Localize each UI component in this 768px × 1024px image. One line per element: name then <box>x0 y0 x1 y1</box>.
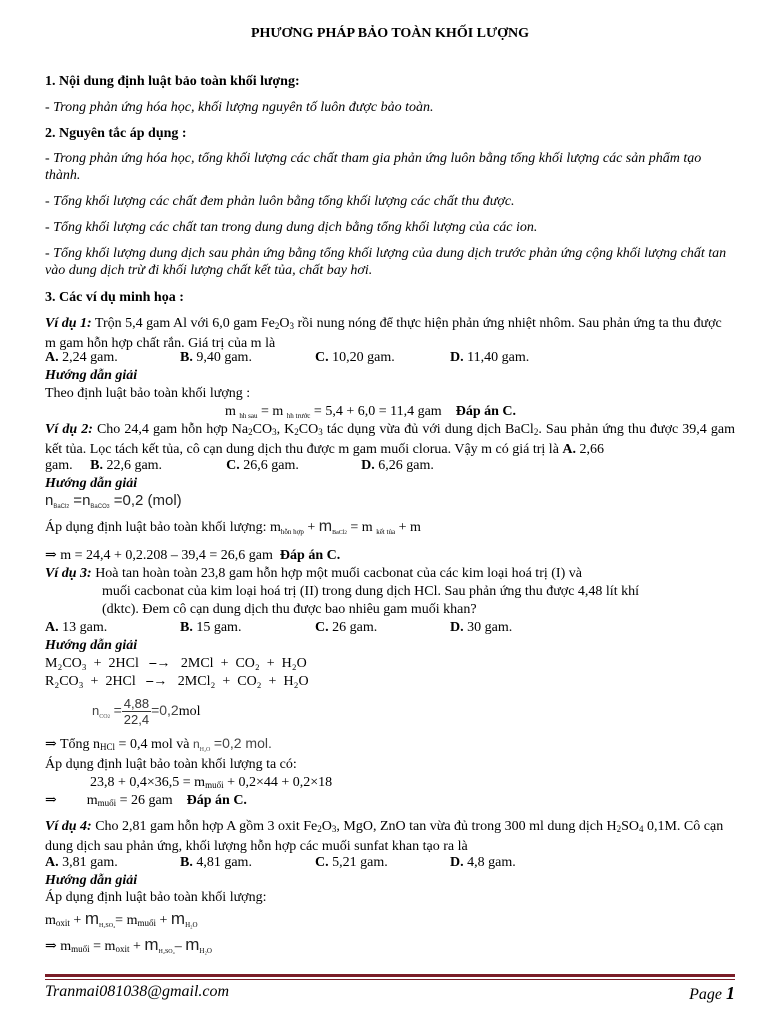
example-3-reaction-2: R₂CO₃ + 2HCl ⎯→ 2MCl₂ + CO₂ + H₂O <box>45 674 309 689</box>
option-b: B. 15 gam. <box>180 620 242 635</box>
example-3-equation: $23,8 + 0,4\times 36,5 = m_{muối} + 0,2\times 44 + 0,2\times 18$ <box>90 775 333 790</box>
footer-page-number: Page 1 <box>689 983 735 1003</box>
example-4-equation-1: $m_{oxit} + m_{H_2SO_4}= m_{muối} + m_{H_2O}$ <box>45 909 198 929</box>
example-2-answer: Đáp án C. <box>279 548 341 563</box>
section-2-bullet-4: - Tổng khối lượng dung dịch sau phản ứng bằng tổng khối lượng của dung dịch trước phản ứng cộng khối lượng chất tan vào dung dịch trừ đi khối lượng chất kết tủa, chất bay hơi. <box>45 246 727 278</box>
section-2-bullet-2: - Tổng khối lượng các chất đem phản luôn bằng tổng khối lượng các chất thu được. <box>45 194 515 209</box>
section-2-heading: 2. Nguyên tắc áp dụng : <box>45 126 187 141</box>
example-3-reaction-1: M₂CO₃ + 2HCl ⎯→ 2MCl + CO₂ + H₂O <box>45 656 307 671</box>
example-2-guide-heading: Hướng dẫn giải <box>45 476 138 491</box>
option-c: C. 5,21 gam. <box>315 855 388 870</box>
example-3-label: Ví dụ 3: <box>45 566 92 581</box>
option-b: B. 9,40 gam. <box>180 350 252 365</box>
example-2-mole-equation: $n_{BaCl2} =n_{BaCO3} =0,2$ (mol) <box>45 492 182 510</box>
section-3-heading: 3. Các ví dụ minh họa : <box>45 290 184 305</box>
example-3-question: Ví dụ 3: Hoà tan hoàn toàn 23,8 gam hỗn hợp một muối cacbonat của các kim loại hoá trị (I) và <box>45 566 582 581</box>
option-d: D. 4,8 gam. <box>450 855 516 870</box>
option-a: A. 13 gam. <box>45 620 108 635</box>
example-3-question-line-2: muối cacbonat của kim loại hoá trị (II) trong dung dịch HCl. Sau phản ứng thu được 4,48 lít khí <box>102 584 639 599</box>
example-3-mole-fraction: $n_{CO2}$ = $\frac{4,88}{22,4}$ =0,2mol <box>92 696 201 728</box>
example-2-label: Ví dụ 2: <box>45 422 93 437</box>
example-2-question: Ví dụ 2: Cho 24,4 gam hỗn hợp $Na_2CO_3$, $K_2CO_3$ tác dụng vừa đủ với dung dịch BaCl$_2$. Sau phản ứng thu được 39,4 gam kết tủa. Lọc tách kết tủa, cô cạn dung dịch thu được m gam muối clorua. Vậy m có giá trị là A. 2,66 <box>45 422 736 457</box>
example-1-equation: m $_{hh sau}$ = m $_{hh trước}$ = 5,4 + 6,0 = 11,4 gam Đáp án C. <box>225 404 516 420</box>
example-4-equation-2: ⇒ $m_{muối} = m_{oxit} + m_{H_2SO_4}-$ $m_{H_2O}$ <box>45 935 212 955</box>
page-title: PHƯƠNG PHÁP BẢO TOÀN KHỐI LƯỢNG <box>250 26 530 41</box>
example-3-question-line-3: (dktc). Đem cô cạn dung dịch thu được bao nhiêu gam muối khan? <box>102 602 477 617</box>
option-a: A. 3,81 gam. <box>45 855 118 870</box>
example-1-guide-text: Theo định luật bảo toàn khối lượng : <box>45 386 251 401</box>
example-4-options <box>45 854 735 871</box>
example-1-options <box>45 349 735 366</box>
footer-divider-thin <box>45 979 735 980</box>
option-b: B. 4,81 gam. <box>180 855 252 870</box>
section-2-bullet-1: - Trong phản ứng hóa học, tổng khối lượng các chất tham gia phản ứng luôn bằng tổng khối lượng các sản phẩm tạo thành. <box>45 151 702 183</box>
example-2-conservation: Áp dụng định luật bảo toàn khối lượng: $m_{hỗn hợp} + m_{BaCl2} = m$ $_{kết tủa}$ + m <box>45 518 421 536</box>
option-c: C. 26 gam. <box>315 620 378 635</box>
footer-email: Tranmai081038@gmail.com <box>45 983 230 1000</box>
example-1-label: Ví dụ 1: <box>45 316 92 331</box>
option-d: D. 11,40 gam. <box>450 350 530 365</box>
example-1-guide-heading: Hướng dẫn giải <box>45 368 138 383</box>
example-4-question: Ví dụ 4: Cho 2,81 gam hỗn hợp A gồm 3 oxit $Fe_2O_3$, MgO, ZnO tan vừa đủ trong 300 ml dung dịch $H_2SO_4$ 0,1M. Cô cạn dung dịch sau phản ứng, khối lượng hỗn hợp các muối sunfat khan tạo ra là <box>45 819 724 854</box>
example-2-result: ⇒ m = 24,4 + 0,2.208 – 39,4 = 26,6 gam Đáp án C. <box>45 548 341 563</box>
example-3-answer: Đáp án C. <box>186 793 247 808</box>
example-1-answer: Đáp án C. <box>455 404 516 419</box>
section-1-heading: 1. Nội dung định luật bảo toàn khối lượng: <box>45 74 300 89</box>
example-3-result: ⇒ $m_{muối} = 26$ gam Đáp án C. <box>45 793 247 808</box>
example-4-conservation: Áp dụng định luật bảo toàn khối lượng: <box>45 890 267 905</box>
example-1-question: Ví dụ 1: Trộn 5,4 gam Al với 6,0 gam $Fe_2O_3$ rồi nung nóng để thực hiện phản ứng nhiệt nhôm. Sau phản ứng ta thu được m gam hỗn hợp chất rắn. Giá trị của m là <box>45 316 722 351</box>
example-4-label: Ví dụ 4: <box>45 819 92 834</box>
option-d: D. 30 gam. <box>450 620 513 635</box>
example-3-options <box>45 619 735 636</box>
example-2-options: gam. B. 22,6 gam. C. 26,6 gam. D. 6,26 gam. <box>45 458 434 473</box>
footer-divider-thick <box>45 974 735 977</box>
example-3-guide-heading: Hướng dẫn giải <box>45 638 138 653</box>
option-c: C. 10,20 gam. <box>315 350 395 365</box>
example-4-guide-heading: Hướng dẫn giải <box>45 873 138 888</box>
example-3-total-hcl: ⇒ Tổng $n_{HCl} = 0,4$ mol và $n_{H_2O} =0,2$ mol. <box>45 735 272 753</box>
section-1-text: - Trong phản ứng hóa học, khối lượng nguyên tố luôn được bảo toàn. <box>45 100 434 115</box>
option-a: A. 2,24 gam. <box>45 350 118 365</box>
example-3-conservation: Áp dụng định luật bảo toàn khối lượng ta có: <box>45 757 297 772</box>
section-2-bullet-3: - Tổng khối lượng các chất tan trong dung dung dịch bằng tổng khối lượng của các ion. <box>45 220 538 235</box>
